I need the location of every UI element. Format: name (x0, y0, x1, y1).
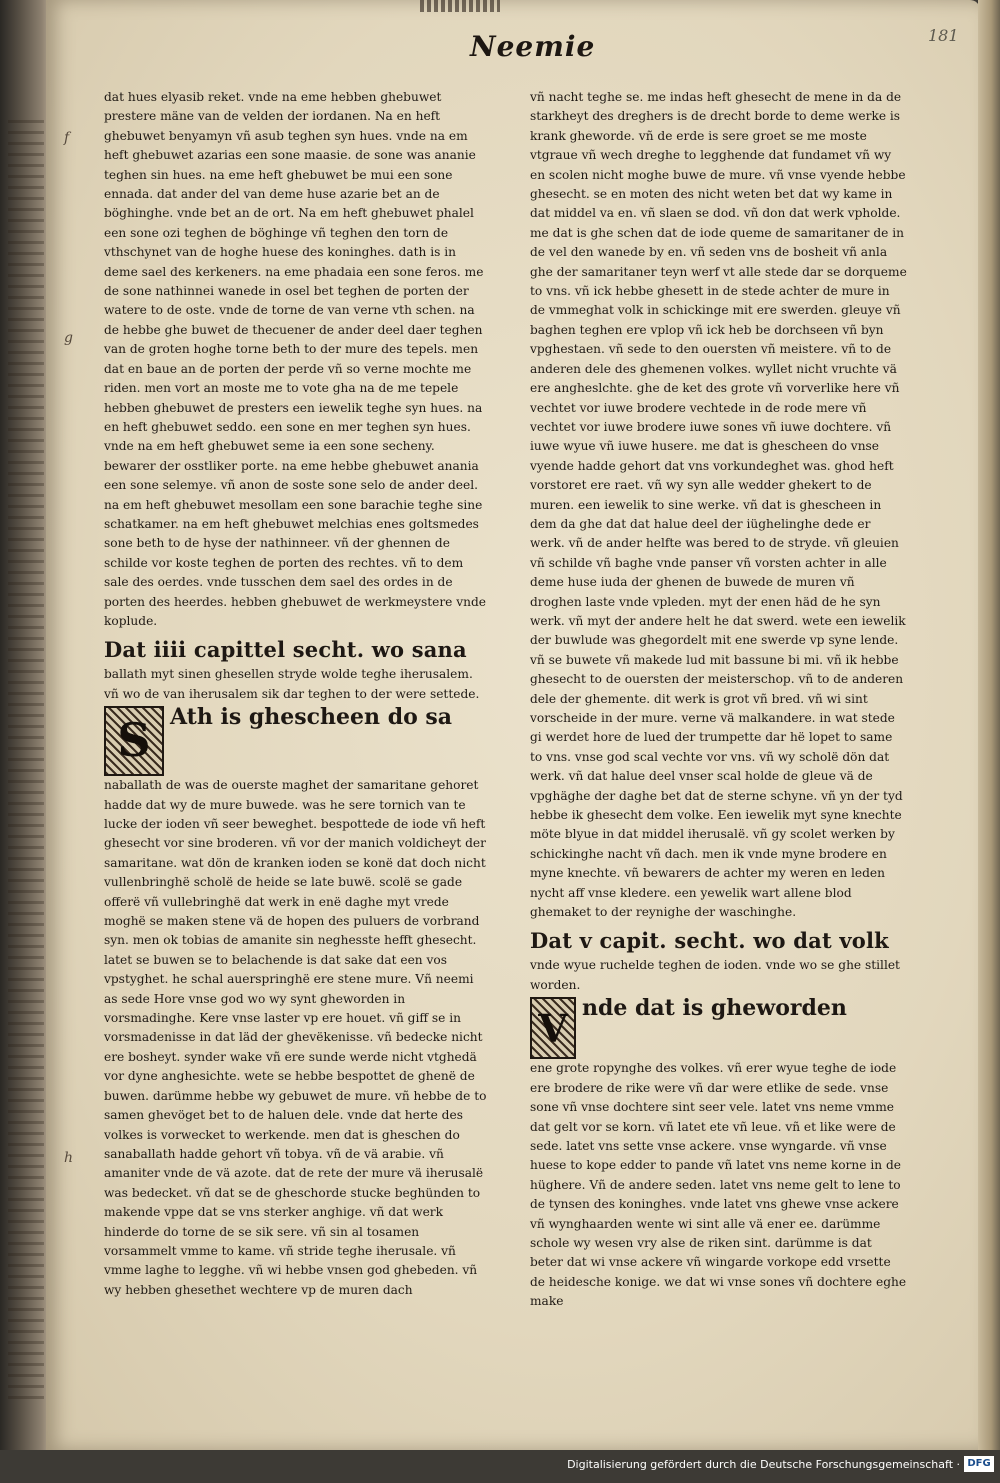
right-paragraph: vñ nacht teghe se. me indas heft ghesecht de mene in da de starkheyt des dreghers is de drecht borde to deme werke is krank gheworde. vñ de erde is sere groet se me moste vtgraue vñ wech dreghe to legghende dat fundamet vñ wy en scolen nicht moghe buwe de mure. vñ vnse vyende hebbe ghesecht. se en moten des nicht weten bet dat wy kame in dat middel va en. vñ slaen se dod. vñ don dat werk vpholde. me dat is ghe schen dat de iode queme de samaritaner de in de vel den wanede by en. vñ seden vns de bosheit vñ anla ghe der samaritaner teyn werf vt alle stede dar se dorqueme to vns. vñ ick hebbe ghesett in de stede achter de mure in de vmmeghat volk in schickinge mit ere swerden. gleuye vñ baghen teghen ere vplop vñ ick heb be dorchseen vñ byn vpghestaen. vñ sede to den ouersten vñ meistere. vñ to de anderen dele des ghemenen volkes. wyllet nicht vruchte vä ere angheslchte. ghe de ket des grote vñ vorverlike here vñ vechtet vor iuwe brodere vechtede in de rode mere vñ vechtet vor iuwe brodere iuwe sones vñ iuwe dochtere. vñ iuwe wyue vñ iuwe husere. me dat is ghescheen do vnse vyende hadde gehort dat vns vorkundeghet was. ghod heft vorstoret ere raet. vñ wy syn alle wedder ghekert to de muren. een iewelik to sine werke. vñ dat is ghescheen in dem da ghe dat dat halue deel der iüghelinghe dede er werk. vñ de ander helfte was bered to de stryde. vñ gleuien vñ schilde vñ baghe vnde panser vñ vorsten achter in alle deme huse iuda der ghenen de buwede de muren vñ droghen laste vnde vpleden. myt der enen häd de he syn werk. vñ myt der andere helt he dat swerd. wete een iewelik der buwlude was ghegordelt mit ene swerde vp syne lende. vñ se buwete vñ makede lud mit bassune bi mi. vñ ik hebbe ghesecht to de ouersten der meisterschop. vñ to de anderen dele der ghemente. dit werk is grot vñ bred. vñ wi sint vorscheide in der mure. verne vä malkandere. in wat stede gi werdet hore de lued der trumpette dar hë lopet to same to vns. vnse god scal vechte vor vns. vñ wy scholë dön dat werk. vñ dat halue deel vnser scal holde de gleue vä de vpghäghe der daghe bet dat de sterne schyne. vñ yn der tyd hebbe ik ghesecht dem volke. Een iewelik myt syne knechte möte blyue in dat middel iherusalë. vñ gy scolet werken by schickinghe nacht vñ dach. men ik vnde myne brodere en myne knechte. vñ bewarers de achter my weren en leden nycht aff vnse kledere. een yewelik wart allene blod ghemaket to der reynighe der waschinghe. (530, 90, 907, 920)
margin-note-g: g (64, 330, 73, 346)
chapter-4-body: naballath de was de ouerste maghet der samaritane gehoret hadde dat wy de mure buwede. was he sere tornich van te lucke der ioden vñ seer beweghet. bespottede de iode vñ heft ghesecht vor sine broderen. vñ vor der manich voldicheyt der samaritane. wat dön de kranken ioden se konë dat doch nicht vullenbringhë scholë de heide se late buwë. scolë se gade offerë vñ vullebringhë dat werk in enë daghe myt vrede moghë se maken stene vä de hopen des puluers de vorbrand syn. men ok tobias de amanite sin neghesste hefft ghesecht. latet se buwen se to belachende is dat sake dat een vos vpstyghet. he schal auerspringhë ere stene mure. Vñ neemi as sede Hore vnse god wo wy synt gheworden in vorsmadinghe. Kere vnse laster vp ere houet. vñ giff se in vorsmadenisse in dat läd der ghevëkenisse. vñ bedecke nicht ere bosheyt. synder wake vñ ere sunde werde nicht vtghedä vor dyne anghesichte. wete se hebbe bespottet de ghenë de buwen. darümme hebbe wy gebuwet de mure. vñ hebbe de to samen ghevöget bet to de haluen dele. vnde dat herte des volkes is vorwecket to werkende. men dat is gheschen do sanaballath hadde gehort vñ tobya. vñ de vä arabie. vñ amaniter vnde de vä azote. dat de rete der mure vä iherusalë was bedecket. vñ dat se de gheschorde stucke beghünden to makende vppe dat se vns sterker anghige. vñ dat werk hinderde do torne de se sik sere. vñ sin al tosamen vorsammelt vmme to kame. vñ stride teghe iherusale. vñ vmme laghe to legghe. vñ wi hebbe vnsen god ghebeden. vñ wy hebben ghesethet wechtere vp de muren dach (104, 778, 487, 1297)
incipit-text: nde dat is gheworden (582, 995, 847, 1022)
dfg-logo: DFG (964, 1456, 994, 1472)
decorated-initial: S (104, 706, 164, 776)
decorated-initial: V (530, 997, 576, 1059)
chapter-5-summary: vnde wyue ruchelde teghen de ioden. vnde wo se ghe stillet worden. (530, 958, 900, 992)
chapter-4-incipit (104, 704, 488, 776)
incipit-text: Ath is ghescheen do sa (170, 704, 453, 731)
running-head: Neemie (470, 30, 596, 63)
margin-note-h: h (64, 1150, 74, 1166)
book-left-edge (0, 0, 52, 1483)
margin-note-f: f (64, 130, 70, 146)
chapter-5-body: ene grote ropynghe des volkes. vñ erer wyue teghe de iode ere brodere de rike were vñ dar were etlike de sede. vnse sone vñ vnse dochtere sint seer vele. latet vns neme vmme dat gelt vor se korn. vñ latet ete vñ leue. vñ et like were de sede. latet vns sette vnse ackere. vnse wyngarde. vñ vnse huese to kope edder to pande vñ latet vns neme korne in de hüghere. Vñ de andere seden. latet vns neme gelt to lene to de tynsen des koninghes. vnde latet vns ghewe vnse ackere vñ wynghaarden wente wi sint alle vä ener ee. darümme schole wy wesen vry alse de riken sint. darümme is dat beter dat wi vnse ackere vñ wingarde vorkope edd vrsette de heidesche konige. we dat wi vnse sones vñ dochtere eghe make (530, 1061, 907, 1309)
folio-number: 181 (928, 26, 959, 45)
chapter-5-heading: Dat v capit. secht. wo dat volk (530, 928, 889, 954)
right-column (530, 88, 908, 1312)
left-paragraph: dat hues elyasib reket. vnde na eme hebben ghebuwet prestere mäne van de velden der iordanen. Na en heft ghebuwet benyamyn vñ asub teghen syn hues. vnde na em heft ghebuwet azarias een sone maasie. de sone was ananie teghen sin hues. na eme heft ghebuwet be mui een sone ennada. dat ander del van deme huse azarie bet an de böghinghe. vnde bet an de ort. Na em heft ghebuwet phalel een sone ozi teghen de böghinge vñ teghen den torn de vthschynet van de hoghe huese des koninghes. dath is in deme sael des kerkeners. na eme phadaia een sone feros. me de sone nathinnei wanede in osel bet teghen de porten der watere to de oste. vnde de torne de van verne vth schen. na de hebbe ghe buwet de thecuener de ander deel daer teghen van de groten hoghe torne beth to der mure des tepels. men dat en baue an de porten der perde vñ so verne mochte me riden. men vort an moste me to vote gha na de me tepele hebben ghebuwet de presters een iewelik teghe syn hues. na en heft ghebuwet seddo. een sone en mer teghen syn hues. vnde na em heft ghebuwet seme ia een sone secheny. bewarer der osstliker porte. na eme hebbe ghebuwet anania een sone selemye. vñ anon de soste sone selo de ander deel. na em heft ghebuwet mesollam een sone barachie teghe sine schatkamer. na em heft ghebuwet melchias enes goltsmedes sone beth to de hyse der nathinneer. vñ der ghennen de schilde vor koste teghen de porten des rechtes. vñ to dem sale des oerdes. vnde tusschen dem sael des ordes in de porten des heerdes. hebben ghebuwet de werkmeystere vnde koplude. (104, 90, 487, 628)
chapter-4-heading: Dat iiii capittel secht. wo sana (104, 637, 467, 663)
chapter-5-incipit (530, 995, 908, 1059)
funding-notice: Digitalisierung gefördert durch die Deutsche Forschungsgemeinschaft · (567, 1458, 960, 1471)
previous-page-bleed (420, 0, 500, 12)
chapter-4-summary: ballath myt sinen ghesellen stryde wolde teghe iherusalem. vñ wo de van iherusalem sik dar teghen to der were settede. (104, 667, 480, 701)
page-edge (978, 0, 1000, 1450)
left-column (104, 88, 488, 1300)
facing-page-text (8, 120, 44, 1400)
